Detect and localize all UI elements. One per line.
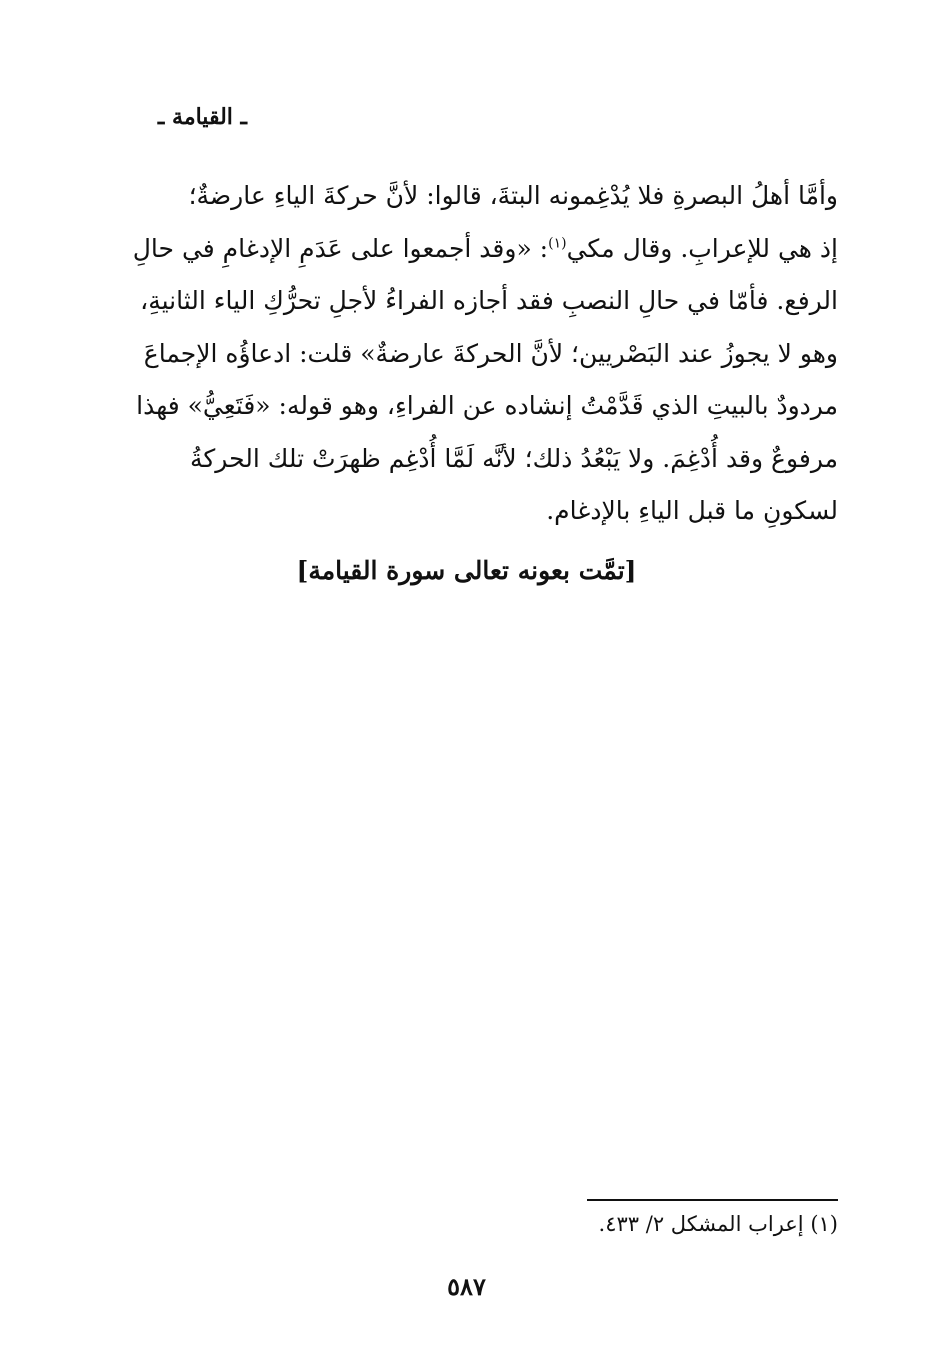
page-number: ٥٨٧ (447, 1272, 486, 1301)
text-line-4: وهو لا يجوزُ عند البَصْريين؛ لأنَّ الحركةَ عارضةٌ» قلت: ادعاؤُه الإجماعَ (143, 338, 838, 368)
running-title: ـ القيامة ـ (157, 104, 247, 130)
body-text (133, 170, 838, 538)
footnote: (١) إعراب المشكل ٢/ ٤٣٣. (598, 1212, 838, 1236)
text-line-3: الرفع. فأمّا في حالِ النصبِ فقد أجازه الفراءُ لأجلِ تحرُّكِ الياء الثانيةِ، (140, 286, 838, 315)
text-line-7: لسكونِ ما قبل الياءِ بالإدغام. (546, 496, 838, 525)
footnote-reference: (١) (548, 235, 567, 252)
text-line-2-start: إذ هي للإعرابِ. وقال مكي (566, 233, 838, 263)
text-line-1: وأمَّا أهلُ البصرةِ فلا يُدْغِمونه البتةَ، قالوا: لأنَّ حركةَ الياءِ عارضةٌ؛ (188, 181, 838, 210)
text-line-2-end: : «وقد أجمعوا على عَدَمِ الإدغامِ في حالِ (133, 233, 549, 263)
surah-closing-note: [تمَّت بعونه تعالى سورة القيامة] (296, 556, 637, 585)
text-line-6: مرفوعٌ وقد أُدْغِمَ. ولا يَبْعُدُ ذلك؛ لأنَّه لَمَّا أُدْغِم ظهرَتْ تلك الحركةُ (190, 443, 838, 473)
text-line-5: مردودٌ بالبيتِ الذي قَدَّمْتُ إنشاده عن الفراءِ، وهو قوله: «فَتَعِيُّ» فهذا (136, 391, 838, 420)
text-line-2 (133, 223, 838, 276)
footnote-divider (587, 1199, 838, 1201)
